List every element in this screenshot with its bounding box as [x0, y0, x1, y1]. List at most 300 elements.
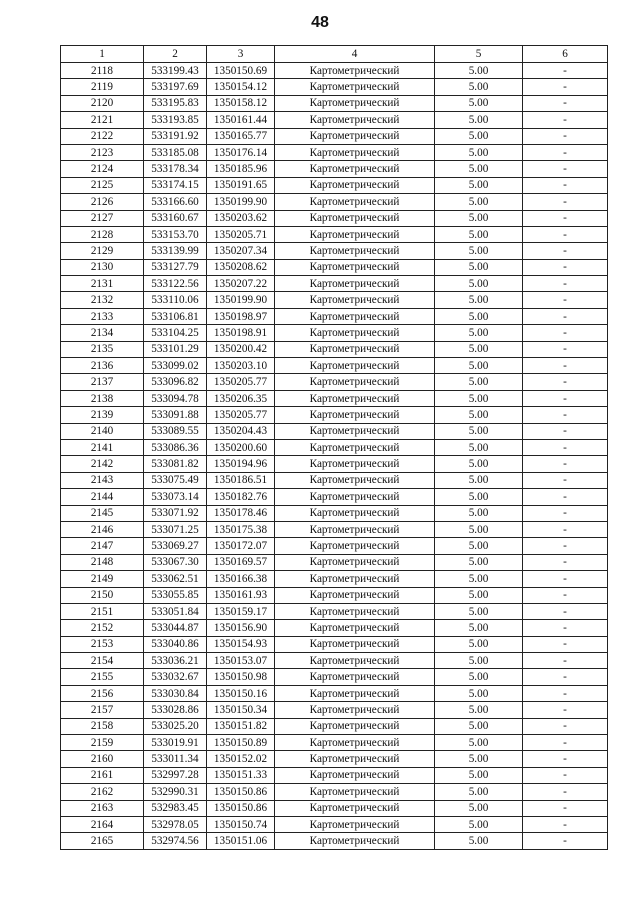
note-cell: -	[523, 194, 608, 210]
x-coordinate-cell: 533019.91	[144, 735, 207, 751]
y-coordinate-cell: 1350151.06	[207, 833, 275, 849]
note-cell: -	[523, 685, 608, 701]
table-row	[61, 194, 608, 210]
x-coordinate-cell: 533199.43	[144, 63, 207, 79]
x-coordinate-cell: 533032.67	[144, 669, 207, 685]
table-row	[61, 521, 608, 537]
point-number-cell: 2153	[61, 636, 144, 652]
accuracy-cell: 5.00	[435, 456, 523, 472]
table-row	[61, 538, 608, 554]
y-coordinate-cell: 1350206.35	[207, 390, 275, 406]
accuracy-cell: 5.00	[435, 718, 523, 734]
table-row	[61, 702, 608, 718]
note-cell: -	[523, 751, 608, 767]
accuracy-cell: 5.00	[435, 423, 523, 439]
point-number-cell: 2141	[61, 439, 144, 455]
table-row	[61, 735, 608, 751]
y-coordinate-cell: 1350191.65	[207, 177, 275, 193]
method-cell: Картометрический	[275, 718, 435, 734]
column-header: 3	[207, 46, 275, 63]
point-number-cell: 2131	[61, 276, 144, 292]
method-cell: Картометрический	[275, 439, 435, 455]
y-coordinate-cell: 1350205.77	[207, 407, 275, 423]
method-cell: Картометрический	[275, 571, 435, 587]
accuracy-cell: 5.00	[435, 669, 523, 685]
note-cell: -	[523, 276, 608, 292]
method-cell: Картометрический	[275, 669, 435, 685]
table-row	[61, 308, 608, 324]
point-number-cell: 2145	[61, 505, 144, 521]
point-number-cell: 2143	[61, 472, 144, 488]
x-coordinate-cell: 533166.60	[144, 194, 207, 210]
table-row	[61, 210, 608, 226]
point-number-cell: 2159	[61, 735, 144, 751]
accuracy-cell: 5.00	[435, 308, 523, 324]
x-coordinate-cell: 533094.78	[144, 390, 207, 406]
x-coordinate-cell: 533193.85	[144, 112, 207, 128]
table-row	[61, 554, 608, 570]
table-header	[61, 46, 608, 63]
point-number-cell: 2164	[61, 816, 144, 832]
note-cell: -	[523, 472, 608, 488]
x-coordinate-cell: 533185.08	[144, 144, 207, 160]
method-cell: Картометрический	[275, 702, 435, 718]
method-cell: Картометрический	[275, 292, 435, 308]
table-row	[61, 226, 608, 242]
y-coordinate-cell: 1350165.77	[207, 128, 275, 144]
table-row	[61, 161, 608, 177]
y-coordinate-cell: 1350208.62	[207, 259, 275, 275]
method-cell: Картометрический	[275, 767, 435, 783]
note-cell: -	[523, 767, 608, 783]
y-coordinate-cell: 1350200.60	[207, 439, 275, 455]
accuracy-cell: 5.00	[435, 390, 523, 406]
x-coordinate-cell: 533110.06	[144, 292, 207, 308]
y-coordinate-cell: 1350207.22	[207, 276, 275, 292]
y-coordinate-cell: 1350169.57	[207, 554, 275, 570]
x-coordinate-cell: 533036.21	[144, 653, 207, 669]
note-cell: -	[523, 374, 608, 390]
point-number-cell: 2125	[61, 177, 144, 193]
method-cell: Картометрический	[275, 489, 435, 505]
x-coordinate-cell: 533106.81	[144, 308, 207, 324]
point-number-cell: 2144	[61, 489, 144, 505]
note-cell: -	[523, 144, 608, 160]
x-coordinate-cell: 533081.82	[144, 456, 207, 472]
accuracy-cell: 5.00	[435, 653, 523, 669]
x-coordinate-cell: 533160.67	[144, 210, 207, 226]
point-number-cell: 2135	[61, 341, 144, 357]
note-cell: -	[523, 226, 608, 242]
method-cell: Картометрический	[275, 538, 435, 554]
page-number: 48	[311, 14, 329, 31]
accuracy-cell: 5.00	[435, 292, 523, 308]
x-coordinate-cell: 533096.82	[144, 374, 207, 390]
y-coordinate-cell: 1350200.42	[207, 341, 275, 357]
accuracy-cell: 5.00	[435, 194, 523, 210]
accuracy-cell: 5.00	[435, 259, 523, 275]
point-number-cell: 2149	[61, 571, 144, 587]
y-coordinate-cell: 1350204.43	[207, 423, 275, 439]
accuracy-cell: 5.00	[435, 161, 523, 177]
method-cell: Картометрический	[275, 341, 435, 357]
note-cell: -	[523, 833, 608, 849]
point-number-cell: 2160	[61, 751, 144, 767]
accuracy-cell: 5.00	[435, 177, 523, 193]
y-coordinate-cell: 1350150.98	[207, 669, 275, 685]
table-row	[61, 784, 608, 800]
method-cell: Картометрический	[275, 636, 435, 652]
note-cell: -	[523, 407, 608, 423]
accuracy-cell: 5.00	[435, 554, 523, 570]
note-cell: -	[523, 571, 608, 587]
table-row	[61, 423, 608, 439]
table-row	[61, 751, 608, 767]
note-cell: -	[523, 63, 608, 79]
table-row	[61, 685, 608, 701]
y-coordinate-cell: 1350154.12	[207, 79, 275, 95]
point-number-cell: 2165	[61, 833, 144, 849]
accuracy-cell: 5.00	[435, 538, 523, 554]
table-row	[61, 95, 608, 111]
method-cell: Картометрический	[275, 243, 435, 259]
y-coordinate-cell: 1350161.44	[207, 112, 275, 128]
table-row	[61, 276, 608, 292]
y-coordinate-cell: 1350203.62	[207, 210, 275, 226]
table-row	[61, 489, 608, 505]
point-number-cell: 2137	[61, 374, 144, 390]
table-row	[61, 472, 608, 488]
x-coordinate-cell: 533051.84	[144, 603, 207, 619]
point-number-cell: 2126	[61, 194, 144, 210]
note-cell: -	[523, 292, 608, 308]
y-coordinate-cell: 1350153.07	[207, 653, 275, 669]
y-coordinate-cell: 1350166.38	[207, 571, 275, 587]
table-row	[61, 767, 608, 783]
note-cell: -	[523, 112, 608, 128]
method-cell: Картометрический	[275, 210, 435, 226]
point-number-cell: 2133	[61, 308, 144, 324]
accuracy-cell: 5.00	[435, 128, 523, 144]
note-cell: -	[523, 636, 608, 652]
y-coordinate-cell: 1350151.33	[207, 767, 275, 783]
note-cell: -	[523, 653, 608, 669]
accuracy-cell: 5.00	[435, 767, 523, 783]
point-number-cell: 2128	[61, 226, 144, 242]
y-coordinate-cell: 1350159.17	[207, 603, 275, 619]
accuracy-cell: 5.00	[435, 702, 523, 718]
note-cell: -	[523, 390, 608, 406]
accuracy-cell: 5.00	[435, 95, 523, 111]
y-coordinate-cell: 1350207.34	[207, 243, 275, 259]
column-header: 5	[435, 46, 523, 63]
table-row	[61, 571, 608, 587]
x-coordinate-cell: 533075.49	[144, 472, 207, 488]
note-cell: -	[523, 210, 608, 226]
note-cell: -	[523, 95, 608, 111]
column-header: 1	[61, 46, 144, 63]
point-number-cell: 2124	[61, 161, 144, 177]
x-coordinate-cell: 533127.79	[144, 259, 207, 275]
x-coordinate-cell: 533091.88	[144, 407, 207, 423]
note-cell: -	[523, 735, 608, 751]
accuracy-cell: 5.00	[435, 407, 523, 423]
y-coordinate-cell: 1350199.90	[207, 194, 275, 210]
accuracy-cell: 5.00	[435, 833, 523, 849]
y-coordinate-cell: 1350172.07	[207, 538, 275, 554]
x-coordinate-cell: 533028.86	[144, 702, 207, 718]
method-cell: Картометрический	[275, 358, 435, 374]
point-number-cell: 2154	[61, 653, 144, 669]
method-cell: Картометрический	[275, 177, 435, 193]
note-cell: -	[523, 702, 608, 718]
method-cell: Картометрический	[275, 112, 435, 128]
table-row	[61, 587, 608, 603]
method-cell: Картометрический	[275, 653, 435, 669]
table-row	[61, 407, 608, 423]
method-cell: Картометрический	[275, 161, 435, 177]
note-cell: -	[523, 620, 608, 636]
table-row	[61, 603, 608, 619]
method-cell: Картометрический	[275, 456, 435, 472]
x-coordinate-cell: 533067.30	[144, 554, 207, 570]
table-row	[61, 243, 608, 259]
x-coordinate-cell: 533071.92	[144, 505, 207, 521]
method-cell: Картометрический	[275, 79, 435, 95]
table-row	[61, 292, 608, 308]
note-cell: -	[523, 521, 608, 537]
y-coordinate-cell: 1350198.97	[207, 308, 275, 324]
y-coordinate-cell: 1350198.91	[207, 325, 275, 341]
y-coordinate-cell: 1350158.12	[207, 95, 275, 111]
y-coordinate-cell: 1350175.38	[207, 521, 275, 537]
table-row	[61, 439, 608, 455]
x-coordinate-cell: 533086.36	[144, 439, 207, 455]
method-cell: Картометрический	[275, 505, 435, 521]
note-cell: -	[523, 243, 608, 259]
accuracy-cell: 5.00	[435, 620, 523, 636]
table-row	[61, 358, 608, 374]
y-coordinate-cell: 1350151.82	[207, 718, 275, 734]
accuracy-cell: 5.00	[435, 276, 523, 292]
x-coordinate-cell: 533040.86	[144, 636, 207, 652]
accuracy-cell: 5.00	[435, 144, 523, 160]
accuracy-cell: 5.00	[435, 358, 523, 374]
x-coordinate-cell: 533011.34	[144, 751, 207, 767]
x-coordinate-cell: 533104.25	[144, 325, 207, 341]
accuracy-cell: 5.00	[435, 112, 523, 128]
note-cell: -	[523, 308, 608, 324]
column-header: 4	[275, 46, 435, 63]
note-cell: -	[523, 718, 608, 734]
note-cell: -	[523, 816, 608, 832]
x-coordinate-cell: 533062.51	[144, 571, 207, 587]
table-row	[61, 128, 608, 144]
y-coordinate-cell: 1350178.46	[207, 505, 275, 521]
point-number-cell: 2147	[61, 538, 144, 554]
y-coordinate-cell: 1350205.77	[207, 374, 275, 390]
method-cell: Картометрический	[275, 620, 435, 636]
point-number-cell: 2158	[61, 718, 144, 734]
note-cell: -	[523, 505, 608, 521]
method-cell: Картометрический	[275, 751, 435, 767]
method-cell: Картометрический	[275, 521, 435, 537]
note-cell: -	[523, 554, 608, 570]
table-row	[61, 79, 608, 95]
note-cell: -	[523, 79, 608, 95]
x-coordinate-cell: 533030.84	[144, 685, 207, 701]
accuracy-cell: 5.00	[435, 489, 523, 505]
x-coordinate-cell: 533044.87	[144, 620, 207, 636]
x-coordinate-cell: 533089.55	[144, 423, 207, 439]
x-coordinate-cell: 532974.56	[144, 833, 207, 849]
note-cell: -	[523, 325, 608, 341]
method-cell: Картометрический	[275, 226, 435, 242]
point-number-cell: 2163	[61, 800, 144, 816]
note-cell: -	[523, 423, 608, 439]
point-number-cell: 2123	[61, 144, 144, 160]
note-cell: -	[523, 177, 608, 193]
table-row	[61, 341, 608, 357]
method-cell: Картометрический	[275, 685, 435, 701]
point-number-cell: 2120	[61, 95, 144, 111]
table-row	[61, 653, 608, 669]
table-row	[61, 833, 608, 849]
x-coordinate-cell: 533025.20	[144, 718, 207, 734]
table-row	[61, 669, 608, 685]
point-number-cell: 2148	[61, 554, 144, 570]
y-coordinate-cell: 1350150.86	[207, 800, 275, 816]
accuracy-cell: 5.00	[435, 325, 523, 341]
table-body	[61, 63, 608, 850]
y-coordinate-cell: 1350185.96	[207, 161, 275, 177]
point-number-cell: 2152	[61, 620, 144, 636]
table-row	[61, 63, 608, 79]
accuracy-cell: 5.00	[435, 571, 523, 587]
y-coordinate-cell: 1350154.93	[207, 636, 275, 652]
accuracy-cell: 5.00	[435, 79, 523, 95]
method-cell: Картометрический	[275, 423, 435, 439]
accuracy-cell: 5.00	[435, 735, 523, 751]
method-cell: Картометрический	[275, 325, 435, 341]
y-coordinate-cell: 1350152.02	[207, 751, 275, 767]
x-coordinate-cell: 533069.27	[144, 538, 207, 554]
method-cell: Картометрический	[275, 95, 435, 111]
accuracy-cell: 5.00	[435, 210, 523, 226]
table-row	[61, 718, 608, 734]
x-coordinate-cell: 533122.56	[144, 276, 207, 292]
accuracy-cell: 5.00	[435, 374, 523, 390]
accuracy-cell: 5.00	[435, 751, 523, 767]
accuracy-cell: 5.00	[435, 439, 523, 455]
x-coordinate-cell: 532990.31	[144, 784, 207, 800]
note-cell: -	[523, 259, 608, 275]
point-number-cell: 2146	[61, 521, 144, 537]
accuracy-cell: 5.00	[435, 784, 523, 800]
x-coordinate-cell: 533073.14	[144, 489, 207, 505]
table-row	[61, 112, 608, 128]
method-cell: Картометрический	[275, 554, 435, 570]
point-number-cell: 2157	[61, 702, 144, 718]
table-row	[61, 390, 608, 406]
method-cell: Картометрический	[275, 63, 435, 79]
y-coordinate-cell: 1350150.69	[207, 63, 275, 79]
table-row	[61, 620, 608, 636]
method-cell: Картометрический	[275, 144, 435, 160]
note-cell: -	[523, 439, 608, 455]
x-coordinate-cell: 533191.92	[144, 128, 207, 144]
y-coordinate-cell: 1350161.93	[207, 587, 275, 603]
header-row	[61, 46, 608, 63]
y-coordinate-cell: 1350150.86	[207, 784, 275, 800]
note-cell: -	[523, 538, 608, 554]
table-row	[61, 325, 608, 341]
point-number-cell: 2127	[61, 210, 144, 226]
method-cell: Картометрический	[275, 259, 435, 275]
x-coordinate-cell: 533153.70	[144, 226, 207, 242]
point-number-cell: 2155	[61, 669, 144, 685]
note-cell: -	[523, 603, 608, 619]
y-coordinate-cell: 1350182.76	[207, 489, 275, 505]
column-header: 6	[523, 46, 608, 63]
x-coordinate-cell: 533099.02	[144, 358, 207, 374]
point-number-cell: 2118	[61, 63, 144, 79]
point-number-cell: 2142	[61, 456, 144, 472]
point-number-cell: 2140	[61, 423, 144, 439]
method-cell: Картометрический	[275, 308, 435, 324]
point-number-cell: 2156	[61, 685, 144, 701]
accuracy-cell: 5.00	[435, 587, 523, 603]
x-coordinate-cell: 532978.05	[144, 816, 207, 832]
method-cell: Картометрический	[275, 603, 435, 619]
table-row	[61, 636, 608, 652]
table-row	[61, 800, 608, 816]
point-number-cell: 2138	[61, 390, 144, 406]
accuracy-cell: 5.00	[435, 685, 523, 701]
accuracy-cell: 5.00	[435, 63, 523, 79]
note-cell: -	[523, 161, 608, 177]
method-cell: Картометрический	[275, 587, 435, 603]
method-cell: Картометрический	[275, 276, 435, 292]
point-number-cell: 2162	[61, 784, 144, 800]
note-cell: -	[523, 341, 608, 357]
x-coordinate-cell: 533195.83	[144, 95, 207, 111]
point-number-cell: 2130	[61, 259, 144, 275]
x-coordinate-cell: 533139.99	[144, 243, 207, 259]
method-cell: Картометрический	[275, 407, 435, 423]
y-coordinate-cell: 1350150.34	[207, 702, 275, 718]
accuracy-cell: 5.00	[435, 521, 523, 537]
y-coordinate-cell: 1350205.71	[207, 226, 275, 242]
method-cell: Картометрический	[275, 472, 435, 488]
note-cell: -	[523, 358, 608, 374]
accuracy-cell: 5.00	[435, 603, 523, 619]
point-number-cell: 2119	[61, 79, 144, 95]
accuracy-cell: 5.00	[435, 505, 523, 521]
table-row	[61, 456, 608, 472]
accuracy-cell: 5.00	[435, 341, 523, 357]
point-number-cell: 2151	[61, 603, 144, 619]
point-number-cell: 2122	[61, 128, 144, 144]
table-row	[61, 144, 608, 160]
y-coordinate-cell: 1350150.89	[207, 735, 275, 751]
x-coordinate-cell: 532983.45	[144, 800, 207, 816]
point-number-cell: 2132	[61, 292, 144, 308]
y-coordinate-cell: 1350199.90	[207, 292, 275, 308]
x-coordinate-cell: 532997.28	[144, 767, 207, 783]
table-row	[61, 505, 608, 521]
y-coordinate-cell: 1350156.90	[207, 620, 275, 636]
